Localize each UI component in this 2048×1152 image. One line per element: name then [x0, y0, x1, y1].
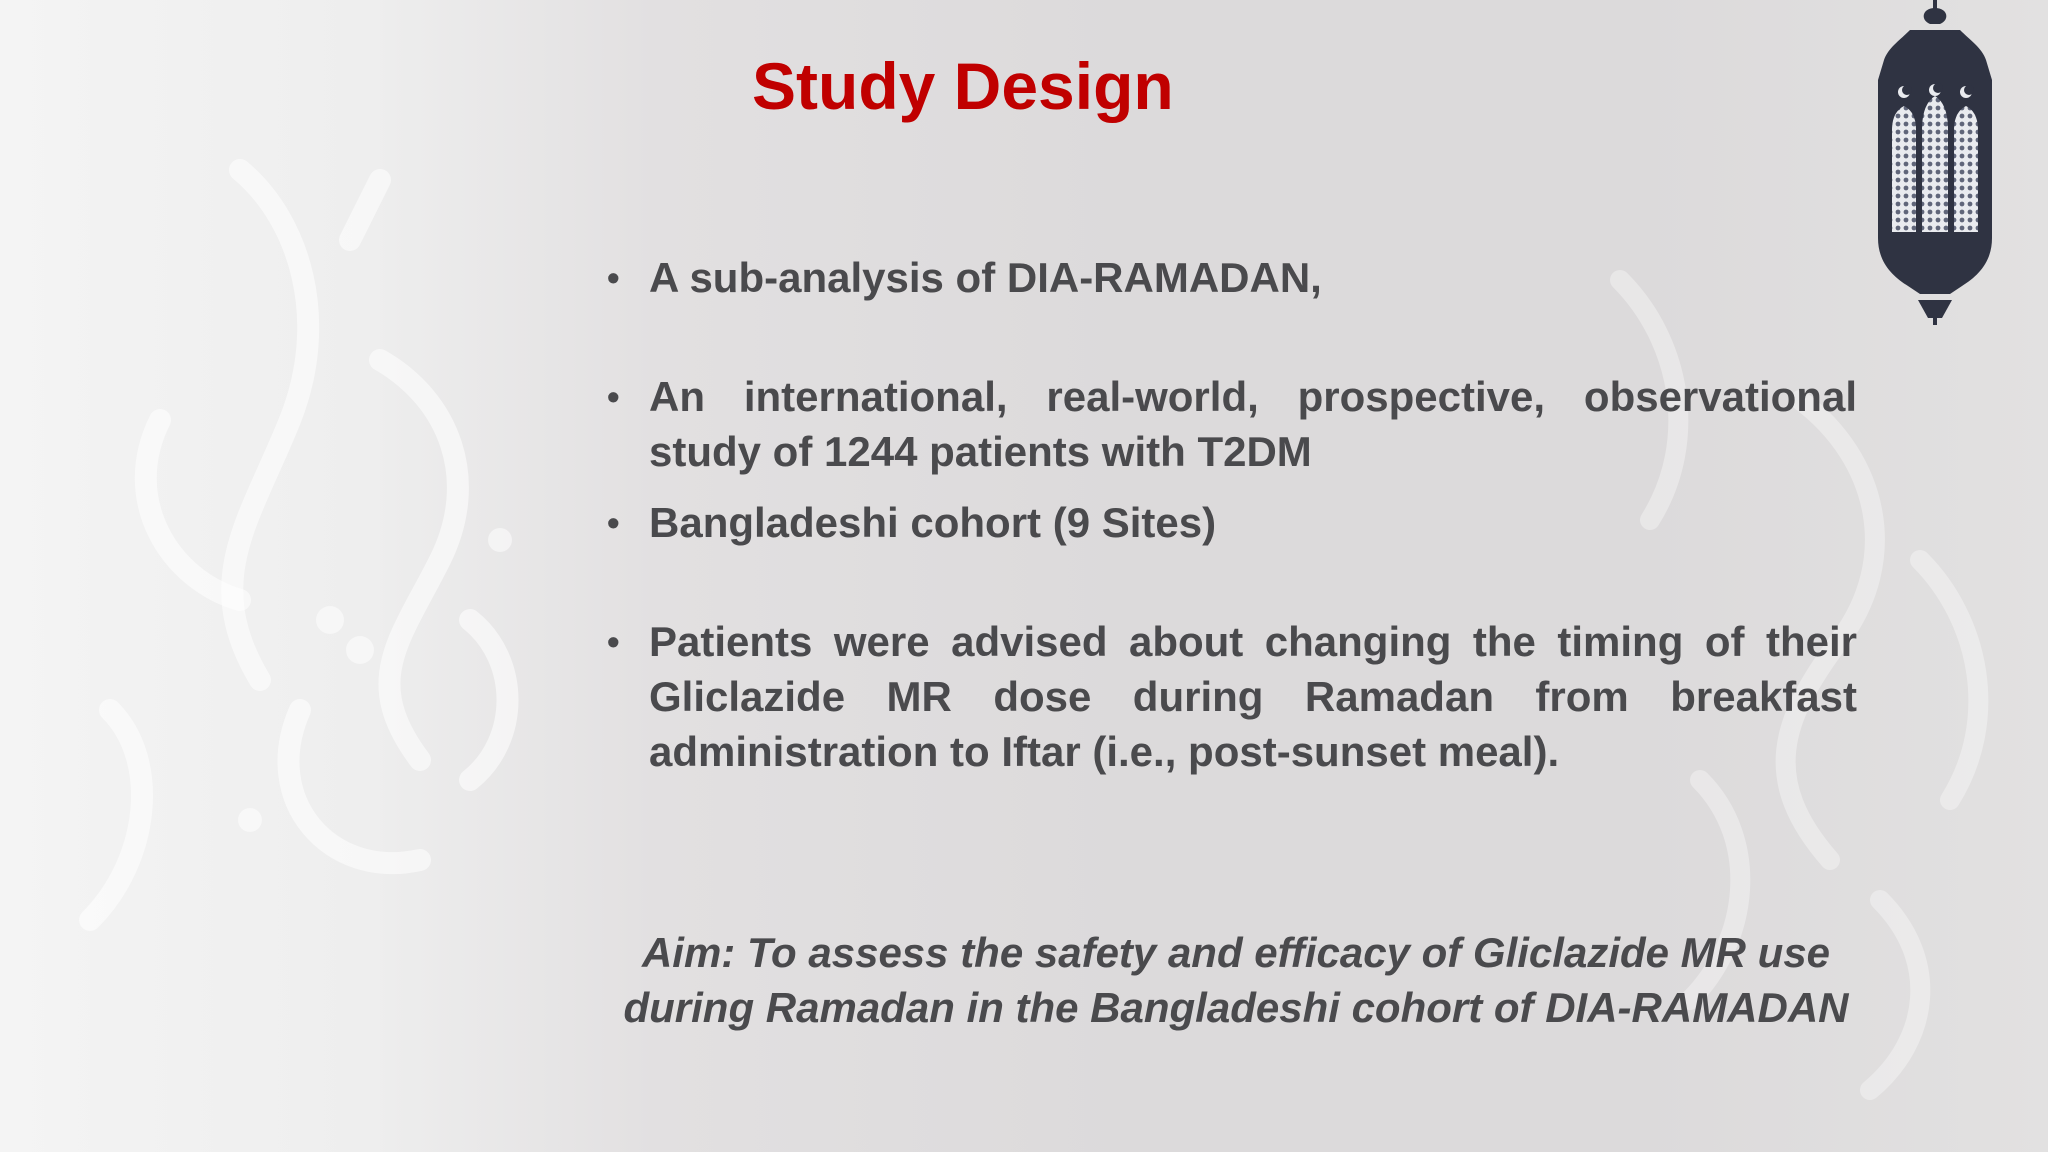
arabic-calligraphy-left-decoration: [0, 60, 620, 1060]
aim-statement: Aim: To assess the safety and efficacy of Gliclazide MR use during Ramadan in the Bangladeshi cohort of DIA-RAMADAN: [623, 929, 1849, 1031]
bullet-item: • An international, real-world, prospective, observational study of 1244 patients with T2DM: [605, 369, 1857, 479]
bullet-list: [605, 250, 1857, 779]
ramadan-lantern-icon: [1870, 0, 2000, 325]
bullet-item: • Bangladeshi cohort (9 Sites): [605, 495, 1857, 550]
bullet-item: • Patients were advised about changing the timing of their Gliclazide MR dose during Ramadan from breakfast administration to Iftar (i.e., post-sunset meal).: [605, 614, 1857, 779]
slide-title: Study Design: [752, 49, 1174, 123]
bullet-item: • A sub-analysis of DIA-RAMADAN,: [605, 250, 1857, 305]
